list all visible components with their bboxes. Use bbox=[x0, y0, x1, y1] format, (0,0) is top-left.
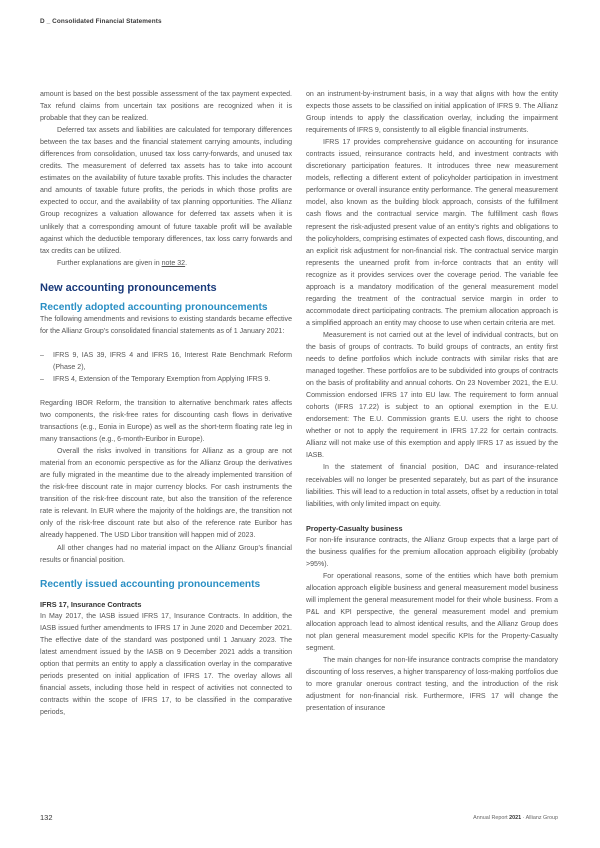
paragraph: For operational reasons, some of the entities which have both premium allocation approach eligible business and general measurement model business will implement the general measurement model for their whole business. From a P&L and KPI perspective, the general measurement model and premium allocation approach lead to almost identical results, and the Allianz Group does not plan general measurement model specific KPIs for the Property-Casualty segment. bbox=[306, 572, 558, 653]
list-item: – IFRS 9, IAS 39, IFRS 4 and IFRS 16, Interest Rate Benchmark Reform (Phase 2), bbox=[40, 350, 292, 374]
list-item: – IFRS 4, Extension of the Temporary Exemption from Applying IFRS 9. bbox=[40, 374, 292, 386]
heading-property-casualty: Property-Casualty business bbox=[306, 523, 403, 533]
note-32-link[interactable]: note 32 bbox=[161, 259, 186, 267]
paragraph: For non-life insurance contracts, the Allianz Group expects that a large part of the business qualifies for the premium allocation approach eligibility (probably >95%). bbox=[306, 536, 558, 568]
paragraph: The main changes for non-life insurance contracts comprise the mandatory discounting of loss reserves, a higher transparency of loss-making portfolios due to more granular onerous contract testing, and the introduction of the risk adjustment for non-financial risk. Furthermore, IFRS 17 will change the presentation of insurance bbox=[306, 657, 558, 713]
amendments-list bbox=[40, 350, 292, 386]
heading-recently-adopted: Recently adopted accounting pronouncements bbox=[40, 301, 268, 313]
paragraph: Deferred tax assets and liabilities are calculated for temporary differences between the tax bases and the financial statement carrying amounts, including differences from consolidation, unused tax loss carry-forwards, and unused tax credits. The measurement of deferred tax assets has to take into account estimates on the availability of future taxable profits. This includes the character and amounts of taxable future profits, the periods in which those profits are expected to occur, and the availability of tax planning opportunities. The Allianz Group recognizes a valuation allowance for deferred tax assets when it is unlikely that a corresponding amount of future taxable profit will be available against which the deductible temporary differences, tax loss carry forwards and tax credits can be utilized. bbox=[40, 127, 292, 255]
paragraph: The following amendments and revisions to existing standards became effective for the Allianz Group’s consolidated financial statements as of 1 January 2021: bbox=[40, 315, 292, 335]
section-header: D _ Consolidated Financial Statements bbox=[40, 18, 162, 25]
report-footer: Annual Report 2021 · Allianz Group bbox=[473, 815, 558, 821]
paragraph: Regarding IBOR Reform, the transition to alternative benchmark rates affects two components, the risk-free rates for discounting cash flows in derivative transactions (e.g., Eonia in Europe) as well as the short-term floating rate leg in many transactions (e.g., 6-month-Euribor in Europe). bbox=[40, 399, 292, 444]
paragraph: In May 2017, the IASB issued IFRS 17, Insurance Contracts. In addition, the IASB issued further amendments to IFRS 17 in June 2020 and December 2021. The effective date of the standard was postponed until 1 January 2023. The latest amendment issued by the IASB on 9 December 2021 adds a transition option that permits an entity to apply a classification overlay in the comparative periods presented on initial application of IFRS 17. The overlay allows all financial assets, including those held in respect of activities not connected to contracts within the scope of IFRS 17, to be classified in the comparative periods, bbox=[40, 612, 292, 716]
paragraph: Measurement is not carried out at the level of individual contracts, but on the basis of groups of contracts. To build groups of contracts, an entity first needs to define portfolios which include contracts with similar risks that are managed together. These portfolios are to be subdivided into groups of contracts on the basis of profitability and annual cohorts. On 23 November 2021, the E.U. Commission endorsed IFRS 17 into EU law. The requirement to form annual cohorts (IFRS 17.22) is subject to an optional exemption in the E.U. endorsement: The E.U. Commission grants E.U. users the right to choose whether or not to apply the requirement in IFRS 17.22 for certain contracts. Allianz will not make use of this exemption and apply IFRS 17 as issued by the IASB. bbox=[306, 331, 558, 460]
paragraph: IFRS 17 provides comprehensive guidance on accounting for insurance contracts issued, reinsurance contracts held, and investment contracts with discretionary participation features. It introduces three new measurement models, reflecting a different extent of policyholder participation in investment performance or overall insurance entity performance. The general measurement model, also known as the building block approach, consists of the fulfillment cash flows and the contractual service margin. The fulfillment cash flows represent the risk-adjusted present value of an entity’s rights and obligations to the policyholders, comprising estimates of expected cash flows, discounting, and an explicit risk adjustment for non-financial risk. The contractual service margin represents the unearned profit from in-force contracts that an entity will recognize as it provides services over the coverage period. The variable fee approach is a mandatory modification of the general measurement model regarding the treatment of the contractual service margin in order to accommodate direct participating contracts. The premium allocation approach is a simplified approach an entity may choose to use when certain criteria are met. bbox=[306, 139, 558, 327]
heading-ifrs17: IFRS 17, Insurance Contracts bbox=[40, 599, 142, 609]
paragraph-note-reference: Further explanations are given in note 32. bbox=[57, 259, 188, 267]
paragraph: Overall the risks involved in transitions for Allianz as a group are not material from an economic perspective as for the Allianz Group the derivatives are fully migrated in the meantime due to the already implemented transition of the risk-free discount rate in major currency blocks. For cash instruments the transition of the risk-free discount rate, but also the transition of the reference rate is relevant. In EUR where the majority of the holdings are, the transition not only of the risk-free discount rate but also of the reference rate Euribor has already happened. The USD Libor transition will happen mid of 2023. bbox=[40, 448, 292, 540]
right-column bbox=[306, 89, 558, 715]
paragraph: amount is based on the best possible assessment of the tax payment expected. Tax refund claims from uncertain tax positions are recognized when it is probable that they can be realized. bbox=[40, 91, 292, 123]
page-number: 132 bbox=[40, 813, 53, 822]
heading-recently-issued: Recently issued accounting pronouncements bbox=[40, 578, 261, 590]
heading-new-accounting-pronouncements: New accounting pronouncements bbox=[40, 281, 217, 294]
left-column bbox=[40, 89, 292, 719]
paragraph: on an instrument-by-instrument basis, in a way that aligns with how the entity expects those assets to be classified on initial application of IFRS 9. The Allianz Group intends to apply the classification overlay, including the impairment requirements of IFRS 9, consistently to all eligible financial instruments. bbox=[306, 91, 558, 135]
paragraph: In the statement of financial position, DAC and insurance-related receivables will no longer be presented separately, but as part of the insurance liabilities. This will lead to a reduction in total assets, offset by a reduction in total liabilities, with only limited impact on equity. bbox=[306, 464, 558, 508]
paragraph: All other changes had no material impact on the Allianz Group’s financial results or financial position. bbox=[40, 544, 292, 564]
